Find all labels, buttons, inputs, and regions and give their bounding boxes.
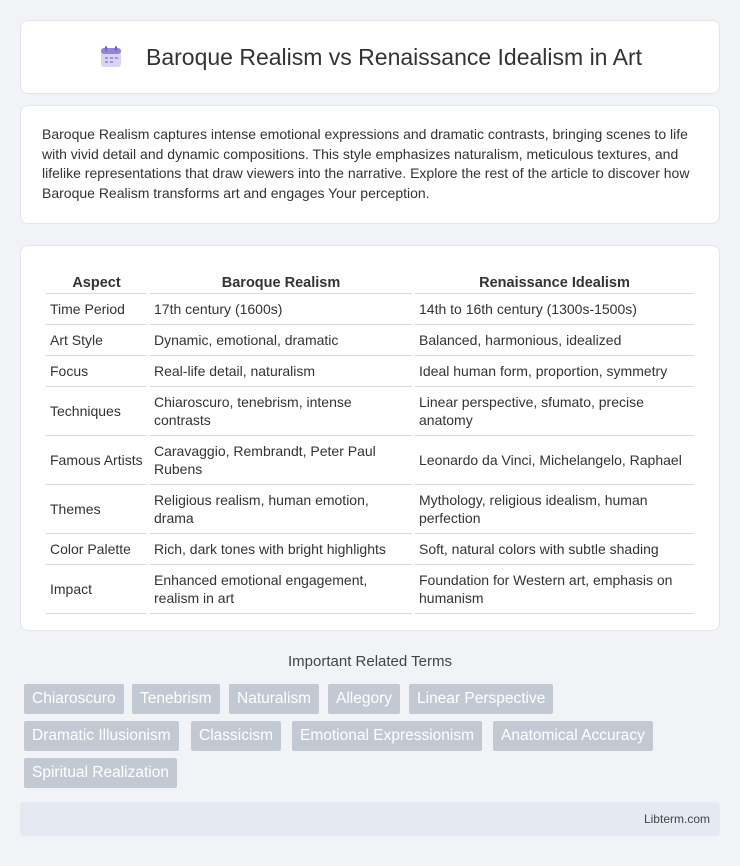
column-header: Baroque Realism bbox=[150, 266, 412, 294]
table-cell: Color Palette bbox=[46, 534, 147, 565]
table-row bbox=[46, 356, 694, 387]
table-cell: Techniques bbox=[46, 387, 147, 436]
related-terms-heading: Important Related Terms bbox=[288, 653, 452, 670]
table-row bbox=[46, 387, 694, 436]
table-cell: Impact bbox=[46, 565, 147, 614]
table-cell: Balanced, harmonious, idealized bbox=[415, 325, 694, 356]
table-row bbox=[46, 534, 694, 565]
column-header: Renaissance Idealism bbox=[415, 266, 694, 294]
table-cell: Real-life detail, naturalism bbox=[150, 356, 412, 387]
table-cell: Ideal human form, proportion, symmetry bbox=[415, 356, 694, 387]
term-tag[interactable]: Emotional Expressionism bbox=[292, 721, 482, 751]
table-cell: Enhanced emotional engagement, realism in art bbox=[150, 565, 412, 614]
footer-site-link[interactable]: Libterm.com bbox=[643, 812, 710, 826]
calendar-icon bbox=[98, 44, 124, 70]
term-tag[interactable]: Tenebrism bbox=[132, 684, 220, 714]
table-cell: Leonardo da Vinci, Michelangelo, Raphael bbox=[415, 436, 694, 485]
term-tag[interactable]: Chiaroscuro bbox=[24, 684, 124, 714]
table-cell: Caravaggio, Rembrandt, Peter Paul Rubens bbox=[150, 436, 412, 485]
table-row bbox=[46, 565, 694, 614]
table-header-row bbox=[46, 266, 694, 294]
intro-card bbox=[20, 105, 720, 224]
footer bbox=[20, 802, 720, 836]
comparison-table-card bbox=[20, 245, 720, 631]
term-tag[interactable]: Allegory bbox=[328, 684, 400, 714]
intro-text: Baroque Realism captures intense emotional expressions and dramatic contrasts, bringing scenes to life with vivid detail and dynamic compositions. This style emphasizes naturalism, meticulous textures, and lifelike representations that draw viewers into the narrative. Explore the rest of the article to discover how Baroque Realism transforms art and engages Your perception. bbox=[42, 126, 690, 201]
term-tag[interactable]: Classicism bbox=[191, 721, 281, 751]
page-title: Baroque Realism vs Renaissance Idealism in Art bbox=[145, 43, 642, 70]
term-tag[interactable]: Dramatic Illusionism bbox=[24, 721, 179, 751]
table-cell: Time Period bbox=[46, 294, 147, 325]
table-row bbox=[46, 485, 694, 534]
table-cell: Mythology, religious idealism, human perfection bbox=[415, 485, 694, 534]
table-row bbox=[46, 325, 694, 356]
term-tag[interactable]: Spiritual Realization bbox=[24, 758, 177, 788]
table-cell: Soft, natural colors with subtle shading bbox=[415, 534, 694, 565]
column-header: Aspect bbox=[46, 266, 147, 294]
term-tag[interactable]: Linear Perspective bbox=[409, 684, 553, 714]
table-cell: 14th to 16th century (1300s-1500s) bbox=[415, 294, 694, 325]
table-cell: 17th century (1600s) bbox=[150, 294, 412, 325]
title-card bbox=[20, 20, 720, 94]
comparison-table bbox=[43, 266, 697, 614]
table-cell: Foundation for Western art, emphasis on humanism bbox=[415, 565, 694, 614]
table-row bbox=[46, 294, 694, 325]
term-tag[interactable]: Naturalism bbox=[229, 684, 319, 714]
table-cell: Rich, dark tones with bright highlights bbox=[150, 534, 412, 565]
table-row bbox=[46, 436, 694, 485]
table-cell: Themes bbox=[46, 485, 147, 534]
table-cell: Dynamic, emotional, dramatic bbox=[150, 325, 412, 356]
table-cell: Religious realism, human emotion, drama bbox=[150, 485, 412, 534]
table-cell: Art Style bbox=[46, 325, 147, 356]
table-cell: Chiaroscuro, tenebrism, intense contrasts bbox=[150, 387, 412, 436]
table-cell: Focus bbox=[46, 356, 147, 387]
table-cell: Linear perspective, sfumato, precise anatomy bbox=[415, 387, 694, 436]
term-tag[interactable]: Anatomical Accuracy bbox=[493, 721, 653, 751]
table-cell: Famous Artists bbox=[46, 436, 147, 485]
